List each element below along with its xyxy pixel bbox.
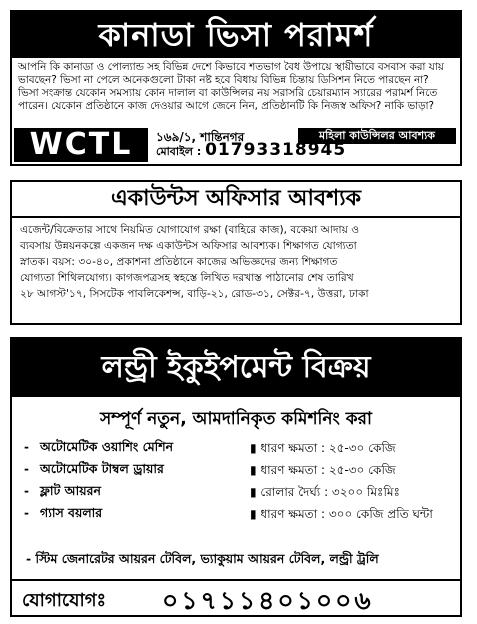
contact-number: ০১৭১১৪০১০০৬ <box>162 586 374 615</box>
contact-label: যোগাযোগঃ <box>22 590 107 611</box>
ad1-footer <box>12 126 460 164</box>
dash-bullet: - <box>24 462 29 476</box>
wctl-logo: WCTL <box>14 128 148 162</box>
ad2-body-line: এজেন্ট/বিক্রেতার সাথে নিয়মিত যোগাযোগ রক্ষা (বাহিরে কাজ), বকেয়া আদায় ও <box>20 224 360 236</box>
ad1-body-line: ভাবছেন? ভিসা না পেলে অনেকগুলো টাকা নষ্ট হবে বিধায় বিভিন্ন চিন্তায় ডিসিশন নিতে পারছেন না? <box>18 74 429 86</box>
equipment-list <box>12 437 460 525</box>
item-spec-text: ধারণ ক্ষমতা : ৩০০ কেজি প্রতি ঘন্টা <box>260 507 433 521</box>
ad2-title: একাউন্টস অফিসার আবশ্যক <box>12 182 460 218</box>
ad3-extra-text: স্টিম জেনারেটর আয়রন টেবিল, ভ্যাকুয়াম আয়রন টেবিল, লন্ড্রী ট্রলি <box>35 551 379 566</box>
list-item <box>12 459 460 481</box>
dash-bullet: - <box>24 484 29 498</box>
ad1-body-line: ভিসা সংক্রান্ত যেকোন সমস্যায় কোন দালাল বা কাউন্সিলর নয় সরাসরি চেয়ারম্যান স্যারের পরামর্শ নিতে <box>18 87 438 99</box>
ad3-subtitle: সম্পূর্ণ নতুন, আমদানিকৃত কমিশনিং করা <box>100 409 372 429</box>
laundry-equipment-ad <box>10 337 462 617</box>
item-spec: ▮ ধারণ ক্ষমতা : ২৫-৩০ কেজি <box>250 441 396 455</box>
ad3-extra-items: - স্টিম জেনারেটর আয়রন টেবিল, ভ্যাকুয়াম আয়রন টেবিল, লন্ড্রী ট্রলি <box>26 551 379 566</box>
ad1-title: কানাডা ভিসা পরামর্শ <box>12 12 460 58</box>
ad1-body-line: আপনি কি কানাডা ও পোল্যান্ড সহ বিভিন্ন দেশে কিভাবে শতভাগ বৈধ উপায়ে স্থায়ীভাবে বসবাস করা যায় <box>18 61 444 73</box>
item-spec: ▮ রোলার দৈর্ঘ্য : ৩২০০ মিঃমিঃ <box>250 485 400 499</box>
ad1-phone <box>156 140 346 162</box>
canada-visa-ad <box>10 10 462 166</box>
ad2-body-line: যোগ্যতা শিথিলযোগ্য। কাগজপত্রসহ স্বহস্তে লিখিত দরখাস্ত পাঠানোর শেষ তারিখ <box>20 272 354 284</box>
item-name: অটোমেটিক টাম্বল ড্রায়ার <box>40 461 164 476</box>
ad2-body-line: ব্যবসায় উন্নয়নকল্পে একজন দক্ষ একাউন্টস অফিসার আবশ্যক। শিক্ষাগত যোগ্যতা <box>20 240 357 252</box>
ad1-phone-label: মোবাইল : <box>156 145 202 158</box>
item-spec: ▮ ধারণ ক্ষমতা : ৩০০ কেজি প্রতি ঘন্টা <box>250 507 433 521</box>
list-item <box>12 437 460 459</box>
dash-bullet: - <box>24 506 29 520</box>
ad1-phone-number: 01793318945 <box>205 140 347 160</box>
ad1-address: ১৬৯/১, শান্তিনগর <box>156 130 245 144</box>
list-item <box>12 481 460 503</box>
ad2-body-line: স্নাতক। বয়স: ৩০-৪০, প্রকাশনা প্রতিষ্ঠানে কাজের অভিজ্ঞদের জন্য শিক্ষাগত <box>20 256 338 268</box>
ad2-body-line: ২৮ আগস্ট'১৭, সিসটেক পাবলিকেশন্স, বাড়ি-২১, রোড-৩১, সেক্টর-৭, উত্তরা, ঢাকা <box>20 288 369 300</box>
ad1-badge: মহিলা কাউন্সিলর আবশ্যক <box>298 128 456 144</box>
item-name: গ্যাস বয়লার <box>40 505 103 520</box>
item-spec-text: ধারণ ক্ষমতা : ২৫-৩০ কেজি <box>260 441 396 455</box>
ad1-body-line: পারেন। যেকোন প্রতিষ্ঠানে কাজ দেওয়ার আগে জেনে নিন, প্রতিষ্ঠানটি কি নিজস্ব অফিস? নাকি ভাড়া? <box>18 100 435 112</box>
dash-bullet: - <box>24 440 29 454</box>
item-spec: ▮ ধারণ ক্ষমতা : ২৫-৩০ কেজি <box>250 463 396 477</box>
ad2-body <box>12 218 460 306</box>
list-item <box>12 503 460 525</box>
ad3-contact <box>12 579 460 615</box>
item-name: ফ্লাট আয়রন <box>40 483 101 498</box>
item-name: অটোমেটিক ওয়াশিং মেশিন <box>40 439 174 454</box>
item-spec-text: রোলার দৈর্ঘ্য : ৩২০০ মিঃমিঃ <box>260 485 400 499</box>
item-spec-text: ধারণ ক্ষমতা : ২৫-৩০ কেজি <box>260 463 396 477</box>
ad1-body <box>12 58 460 113</box>
ad3-title: লন্ড্রী ইকুইপমেন্ট বিক্রয় <box>12 339 460 397</box>
accounts-officer-ad <box>10 180 462 325</box>
